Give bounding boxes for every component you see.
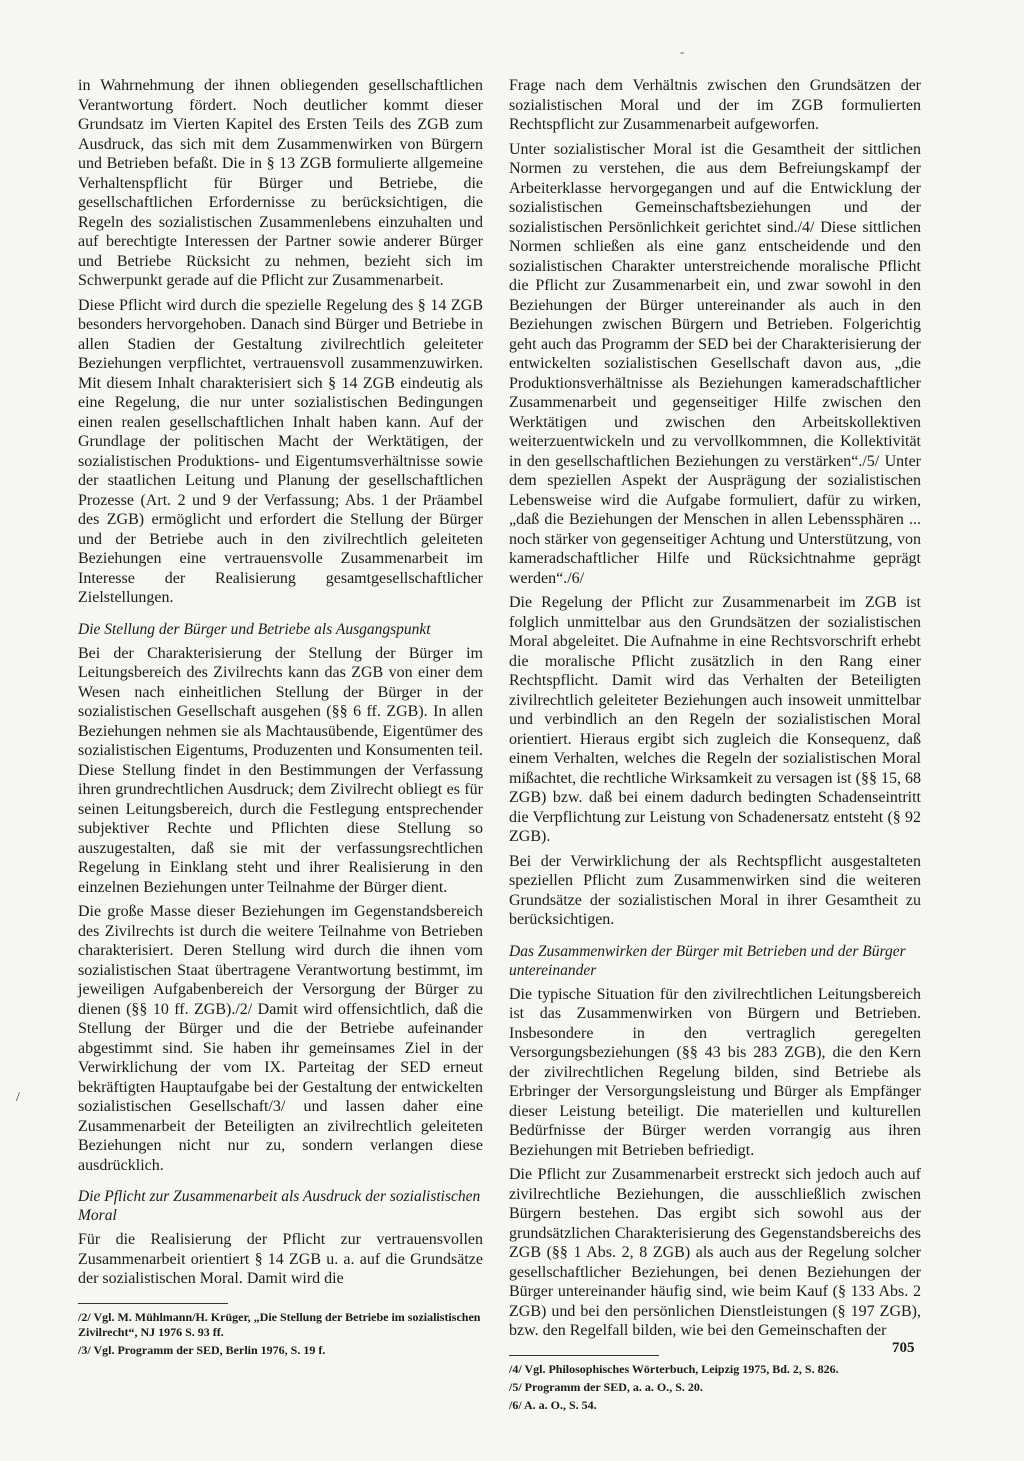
paragraph: Frage nach dem Verhältnis zwischen den Grundsätzen der sozialistischen Moral und der im ZGB formulierten Rechtspflicht zur Zusammenarbeit aufgeworfen. bbox=[509, 77, 921, 133]
footnote-divider bbox=[78, 1303, 228, 1304]
section-heading: Die Stellung der Bürger und Betriebe als Ausgangspunkt bbox=[78, 620, 431, 638]
footnote-4: /4/ Vgl. Philosophisches Wörterbuch, Leipzig 1975, Bd. 2, S. 826. bbox=[509, 1361, 839, 1376]
footnote-2: /2/ Vgl. M. Mühlmann/H. Krüger, „Die Stellung der Betriebe im sozialistischen Zivilrecht“, NJ 1976 S. 93 ff. bbox=[78, 1309, 481, 1339]
margin-mark: / bbox=[16, 1090, 20, 1105]
page-number: 705 bbox=[892, 1340, 915, 1356]
paragraph: in Wahrnehmung der ihnen obliegenden gesellschaftlichen Verantwortung fördert. Noch deutlicher kommt dieser Grundsatz im Vierten Kapitel des Ersten Teils des ZGB zum Ausdruck, das sich mit dem Zusammenwirken von Bürgern und Betrieben befaßt. Die in § 13 ZGB formulierte allgemeine Verhaltenspflicht für Bürger und Betriebe, die gesellschaftlichen Erfordernisse zu berücksichtigen, die Regeln des sozialistischen Zusammenlebens einzuhalten und auf berechtigte Interessen der Partner sowie anderer Bürger und Betriebe Rücksicht zu nehmen, bezieht sich im Schwerpunkt gerade auf die Pflicht zur Zusammenarbeit. bbox=[78, 77, 483, 289]
paragraph: Die Pflicht zur Zusammenarbeit erstreckt sich jedoch auch auf zivilrechtliche Beziehungen, die ausschließlich zwischen Bürgern bestehen. Das ergibt sich sowohl aus der grundsätzlichen Charakterisierung des Gegenstandsbereichs des ZGB (§§ 1 Abs. 2, 8 ZGB) als auch aus der Regelung solcher gesellschaftlicher Beziehungen, bei denen Beziehungen der Bürger untereinander häufig sind, wie beim Kauf (§ 133 Abs. 2 ZGB) und bei den persönlichen Dienstleistungen (§ 197 ZGB), bzw. den Regelfall bilden, wie bei den Gemeinschaften der bbox=[509, 1166, 921, 1339]
right-column bbox=[509, 76, 921, 1416]
footnote-6: /6/ A. a. O., S. 54. bbox=[509, 1397, 597, 1412]
footnote-3: /3/ Vgl. Programm der SED, Berlin 1976, S. 19 f. bbox=[78, 1342, 326, 1357]
paragraph: Für die Realisierung der Pflicht zur vertrauensvollen Zusammenarbeit orientiert § 14 ZGB u. a. auf die Grundsätze der sozialistischen Moral. Damit wird die bbox=[78, 1231, 483, 1287]
left-column bbox=[78, 76, 483, 1361]
paragraph: Die typische Situation für den zivilrechtlichen Leitungsbereich ist das Zusammenwirken von Bürgern und Betrieben. Insbesondere in den vertraglich geregelten Versorgungsbeziehungen (§§ 43 bis 283 ZGB), die den Kern der zivilrechtlichen Regelung bilden, sind Betriebe als Erbringer der Versorgungsleistung und Bürger als Empfänger dieser Leistung beteiligt. Die materiellen und kulturellen Bedürfnisse der Bürger werden vorrangig aus ihren Beziehungen mit Betrieben befriedigt. bbox=[509, 985, 921, 1159]
paragraph: Die Regelung der Pflicht zur Zusammenarbeit im ZGB ist folglich unmittelbar aus den Grundsätzen der sozialistischen Moral abgeleitet. Die Aufnahme in eine Rechtsvorschrift erhebt die moralische Pflicht zusätzlich in den Rang einer Rechtspflicht. Damit wird das Verhalten der Beteiligten zivilrechtlich geleiteter Beziehungen auch insoweit unmittelbar und verbindlich an den Regeln der sozialistischen Moral orientiert. Hieraus ergibt sich zugleich die Konsequenz, daß einem Verhalten, welches die Regeln der sozialistischen Moral mißachtet, die rechtliche Wirksamkeit zu versagen ist (§§ 15, 68 ZGB) bzw. daß bei einem dadurch bedingten Schadenseintritt die Verpflichtung zur Leistung von Schadenersatz entsteht (§ 92 ZGB). bbox=[509, 594, 921, 845]
paragraph: Die große Masse dieser Beziehungen im Gegenstandsbereich des Zivilrechts ist durch die weitere Teilnahme von Betrieben charakterisiert. Deren Stellung wird durch die ihnen vom sozialistischen Staat übertragene Verantwortung bestimmt, im jeweiligen Aufgabenbereich der Versorgung der Bürger zu dienen (§§ 10 ff. ZGB)./2/ Damit wird offensichtlich, daß die Stellung der Bürger und die der Betriebe aufeinander abgestimmt sind. Sie haben ihr gemeinsames Ziel in der Verwirklichung der vom IX. Parteitag der SED erneut bekräftigten Hauptaufgabe bei der Gestaltung der entwickelten sozialistischen Gesellschaft/3/ und lassen daher eine Zusammenarbeit der Beteiligten an zivilrechtlich geleiteten Beziehungen nicht nur zu, sondern verlangen diese ausdrücklich. bbox=[78, 903, 483, 1174]
paragraph: Unter sozialistischer Moral ist die Gesamtheit der sittlichen Normen zu verstehen, die aus dem Befreiungskampf der Arbeiterklasse hervorgegangen und auf die Entwicklung der sozialistischen Gemeinschaftsbeziehungen und der sozialistischen Persönlichkeit gerichtet sind./4/ Diese sittlichen Normen schließen als eine ganz entscheidende und den sozialistischen Charakter unterstreichende moralische Pflicht die Pflicht zur Zusammenarbeit ein, und zwar sowohl in den Beziehungen der Bürger untereinander als auch in den Beziehungen zwischen Bürgern und Betrieben. Folgerichtig geht auch das Programm der SED bei der Charakterisierung der entwickelten sozialistischen Gesellschaft davon aus, „die Produktionsverhältnisse als Beziehungen kameradschaftlicher Zusammenarbeit und gegenseitiger Hilfe zwischen den Werktätigen und zwischen den Arbeitskollektiven weiterzuentwickeln und zu vervollkommnen, die Kollektivität in den gesellschaftlichen Beziehungen zu verstärken“./5/ Unter dem speziellen Aspekt der Ausprägung der sozialistischen Lebensweise wird die Aufgabe formuliert, dafür zu wirken, „daß die Beziehungen der Menschen in allen Lebenssphären ... noch stärker von gegenseitiger Achtung und Unterstützung, von kameradschaftlicher Hilfe und Rücksichtnahme geprägt werden“./6/ bbox=[509, 140, 921, 587]
footnote-5: /5/ Programm der SED, a. a. O., S. 20. bbox=[509, 1379, 703, 1394]
paragraph: Bei der Verwirklichung der als Rechtspflicht ausgestalteten speziellen Pflicht zum Zusammenwirken sind die weiteren Grundsätze der sozialistischen Moral in ihrer Gesamtheit zu berücksichtigen. bbox=[509, 852, 921, 928]
paragraph: Diese Pflicht wird durch die spezielle Regelung des § 14 ZGB besonders hervorgehoben. Danach sind Bürger und Betriebe in allen Stadien der Gestaltung zivilrechtlich geleiteter Beziehungen verpflichtet, vertrauensvoll zusammenzuwirken. Mit diesem Inhalt charakterisiert sich § 14 ZGB eindeutig als eine Regelung, die nur unter sozialistischen Bedingungen einen realen gesellschaftlichen Inhalt haben kann. Auf der Grundlage der politischen Macht der Werktätigen, der sozialistischen Produktions- und Eigentumsverhältnisse sowie der staatlichen Leitung und Planung der gesellschaftlichen Prozesse (Art. 2 und 9 der Verfassung; Abs. 1 der Präambel des ZGB) ermöglicht und erfordert die Stellung der Bürger und der Betriebe auch in den zivilrechtlich geleiteten Beziehungen eine vertrauensvolle Zusammenarbeit im Interesse der Realisierung gesamtgesellschaftlicher Zielstellungen. bbox=[78, 296, 483, 606]
paragraph: Bei der Charakterisierung der Stellung der Bürger im Leitungsbereich des Zivilrechts kann das ZGB von einer dem Wesen nach einheitlichen Stellung der Bürger in der sozialistischen Gesellschaft ausgehen (§§ 6 ff. ZGB). In allen Beziehungen nehmen sie als Machtausübende, Eigentümer des sozialistischen Eigentums, Produzenten und Konsumenten teil. Diese Stellung findet in den Bestimmungen der Verfassung ihren grundrechtlichen Ausdruck; dem Zivilrecht obliegt es für seinen Leitungsbereich, durch die Festlegung entsprechender subjektiver Rechte und Pflichten diese Stellung so auszugestalten, daß sie mit der verfassungsrechtlichen Regelung in Einklang steht und ihrer Realisierung in den einzelnen Beziehungen unter Teilnahme der Bürger dient. bbox=[78, 644, 483, 896]
section-heading: Die Pflicht zur Zusammenarbeit als Ausdruck der sozialistischen Moral bbox=[78, 1188, 481, 1224]
footnote-divider bbox=[509, 1355, 659, 1356]
top-tick-mark: - bbox=[680, 44, 685, 59]
section-heading: Das Zusammenwirken der Bürger mit Betrieben und der Bürger untereinander bbox=[509, 942, 906, 979]
